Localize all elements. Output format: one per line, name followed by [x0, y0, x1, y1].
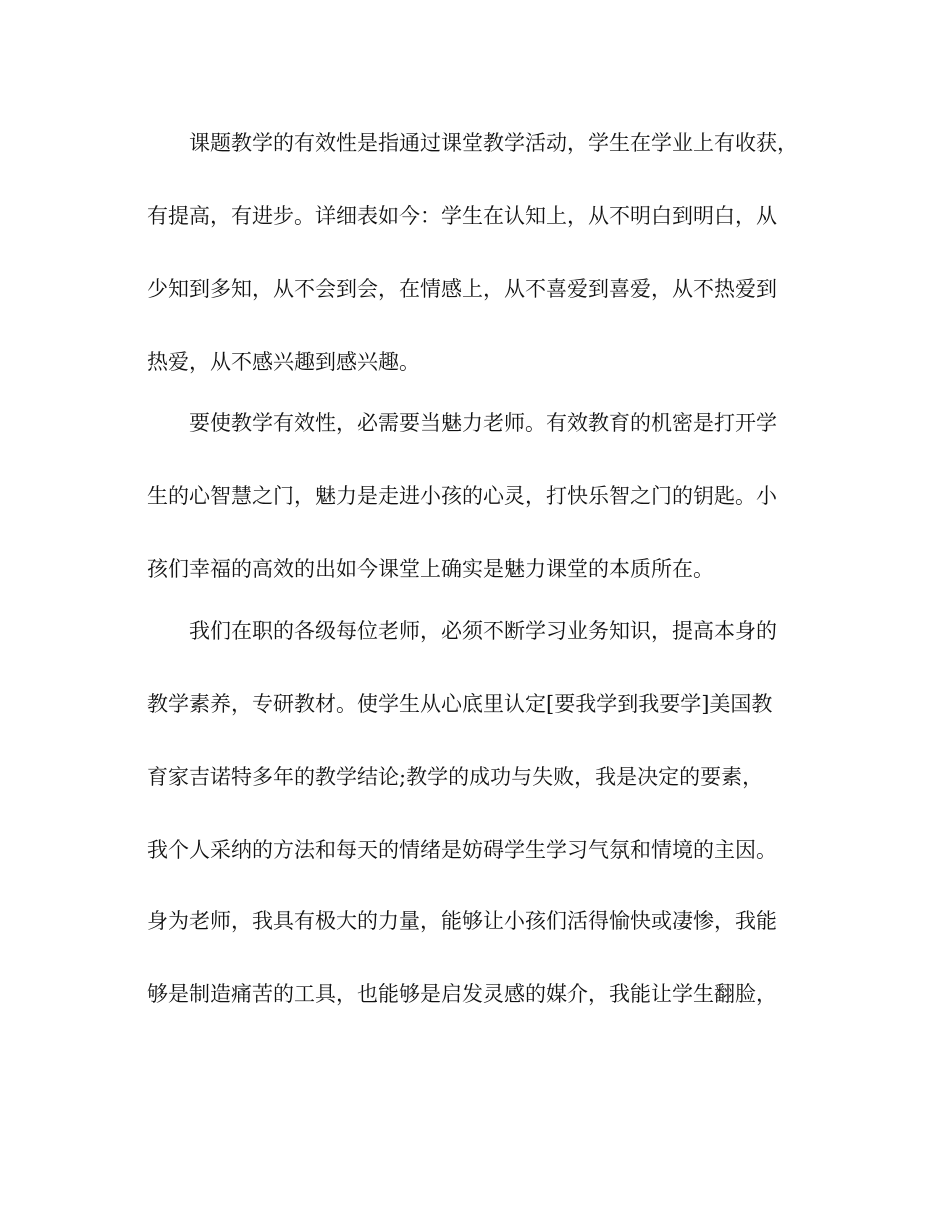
paragraph-3-line-2: 教学素养，专研教材。使学生从心底里认定[要我学到我要学]美国教	[147, 692, 773, 716]
paragraph-3-line-4: 我个人采纳的方法和每天的情绪是妨碍学生学习气氛和情境的主因。	[147, 838, 777, 862]
paragraph-1-line-2: 有提高，有进步。详细表如今：学生在认知上，从不明白到明白，从	[147, 204, 777, 228]
paragraph-1-line-1: 课题教学的有效性是指通过课堂教学活动，学生在学业上有收获，	[189, 131, 798, 155]
paragraph-3-line-3: 育家吉诺特多年的教学结论;教学的成功与失败，我是决定的要素，	[147, 765, 764, 789]
paragraph-2-line-1: 要使教学有效性，必需要当魅力老师。有效教育的机密是打开学	[189, 411, 777, 435]
paragraph-3-line-6: 够是制造痛苦的工具，也能够是启发灵感的媒介，我能让学生翻脸，	[147, 982, 777, 1006]
paragraph-1-line-3: 少知到多知，从不会到会，在情感上，从不喜爱到喜爱，从不热爱到	[147, 277, 777, 301]
paragraph-3-line-1: 我们在职的各级每位老师，必须不断学习业务知识，提高本身的	[189, 619, 777, 643]
paragraph-2-line-2: 生的心智慧之门，魅力是走进小孩的心灵，打快乐智之门的钥匙。小	[147, 484, 777, 508]
paragraph-3-line-5: 身为老师，我具有极大的力量，能够让小孩们活得愉快或凄惨，我能	[147, 909, 777, 933]
paragraph-2-line-3: 孩们幸福的高效的出如今课堂上确实是魅力课堂的本质所在。	[147, 557, 714, 581]
paragraph-1-line-4: 热爱，从不感兴趣到感兴趣。	[147, 350, 420, 374]
